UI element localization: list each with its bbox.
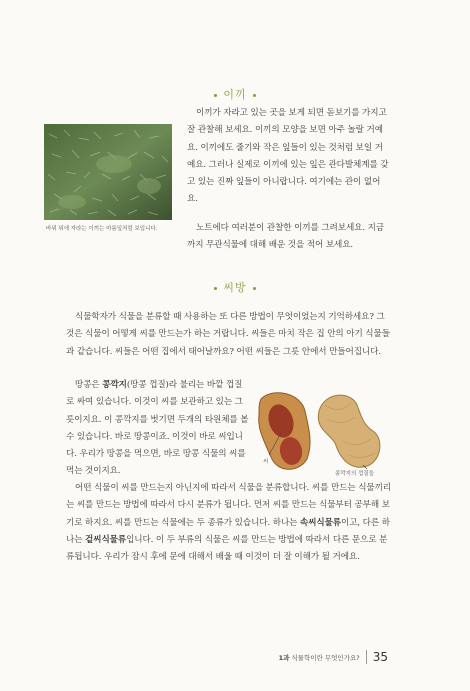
angiosperm-term: 속씨식물류 bbox=[300, 517, 342, 528]
peanut-paragraph: 땅콩은 콩깍지(땅콩 껍질)라 불리는 바깥 껍질로 싸여 있습니다. 이것이 씨를 보관하고 있는 그릇이지요. 이 콩깍지를 벗기면 두개의 타원체를 볼 수 있습니다. 바로 땅콩이죠. 이것이 바로 씨입니다. 우리가 땅콩을 먹으면, 바로 땅콩 식물의 씨를 먹는 것이지요. bbox=[66, 380, 249, 477]
seeds-section-title: 씨방 bbox=[0, 279, 470, 295]
moss-photo-caption: 바위 위에 자라는 이끼는 마름잎처럼 보입니다. bbox=[46, 226, 158, 232]
classify-text bbox=[66, 480, 392, 566]
moss-section-title: 이끼 bbox=[0, 86, 470, 102]
gymnosperm-term: 겉씨식물류 bbox=[85, 534, 127, 545]
title-dot-left-icon bbox=[214, 287, 217, 290]
title-dot-right-icon bbox=[253, 287, 256, 290]
title-dot-left-icon bbox=[214, 94, 217, 97]
moss-text bbox=[187, 105, 389, 254]
pod-term: 콩깍지 bbox=[102, 380, 127, 390]
seeds-intro-paragraph: 식물학자가 식물을 분류할 때 사용하는 또 다른 방법이 무엇이었는지 기억하세요? 그것은 식물이 어떻게 씨를 만드는가 하는 거랍니다. 씨들은 마치 작은 집 안의 아기 식물들과 같습니다. 씨들은 어떤 집에서 태어날까요? 어떤 씨들은 그릇 안에서 만들어집니다. bbox=[66, 312, 390, 357]
moss-paragraph-2: 노트에다 여러분이 관찰한 이끼를 그려보세요. 지금까지 무관식물에 대해 배운 것을 적어 보세요. bbox=[187, 222, 385, 251]
page-number: 35 bbox=[372, 650, 388, 664]
pod-label: 콩깍지의 껍질들 bbox=[335, 471, 374, 477]
footer-divider bbox=[366, 650, 367, 664]
peanut-figure bbox=[255, 385, 390, 480]
title-dot-right-icon bbox=[253, 94, 256, 97]
chapter-title: 식물학이란 무엇인가요? bbox=[291, 653, 360, 662]
chapter-number: 1과 bbox=[278, 653, 290, 662]
peanut-text bbox=[66, 377, 250, 481]
classify-paragraph: 어떤 식물이 씨를 만드는지 아닌지에 따라서 식물을 분류합니다. 씨를 만드는 식물끼리는 씨를 만드는 방법에 따라서 다시 분류가 됩니다. 먼저 씨를 만드는 식물부터 공부해 보기로 하지요. 씨를 만드는 식물에는 두 종류가 있습니다. 하나는 속씨식물류이고, 다른 하나는 겉씨식물류입니다. 이 두 부류의 식물은 씨를 만드는 방법에 따라서 다른 문으로 분류됩니다. 우리가 잠시 후에 문에 대해서 배울 때 이것이 더 잘 이해가 될 거에요. bbox=[66, 483, 392, 563]
moss-photo bbox=[44, 124, 172, 220]
seed-label: 씨 bbox=[263, 459, 269, 465]
page-footer bbox=[279, 650, 388, 664]
seeds-intro bbox=[66, 309, 392, 361]
moss-paragraph-1: 이끼가 자라고 있는 곳을 보게 되면 돋보기를 가지고 잘 관찰해 보세요. 이끼의 모양을 보면 아주 놀랄 거예요. 이끼에도 줄기와 작은 잎들이 있는 것처럼 보일 거예요. 그러나 실제로 이끼에 있는 잎은 관다발체계를 갖고 있는 진짜 잎들이 아니랍니다. 여기에는 관이 없어요. bbox=[187, 108, 389, 205]
